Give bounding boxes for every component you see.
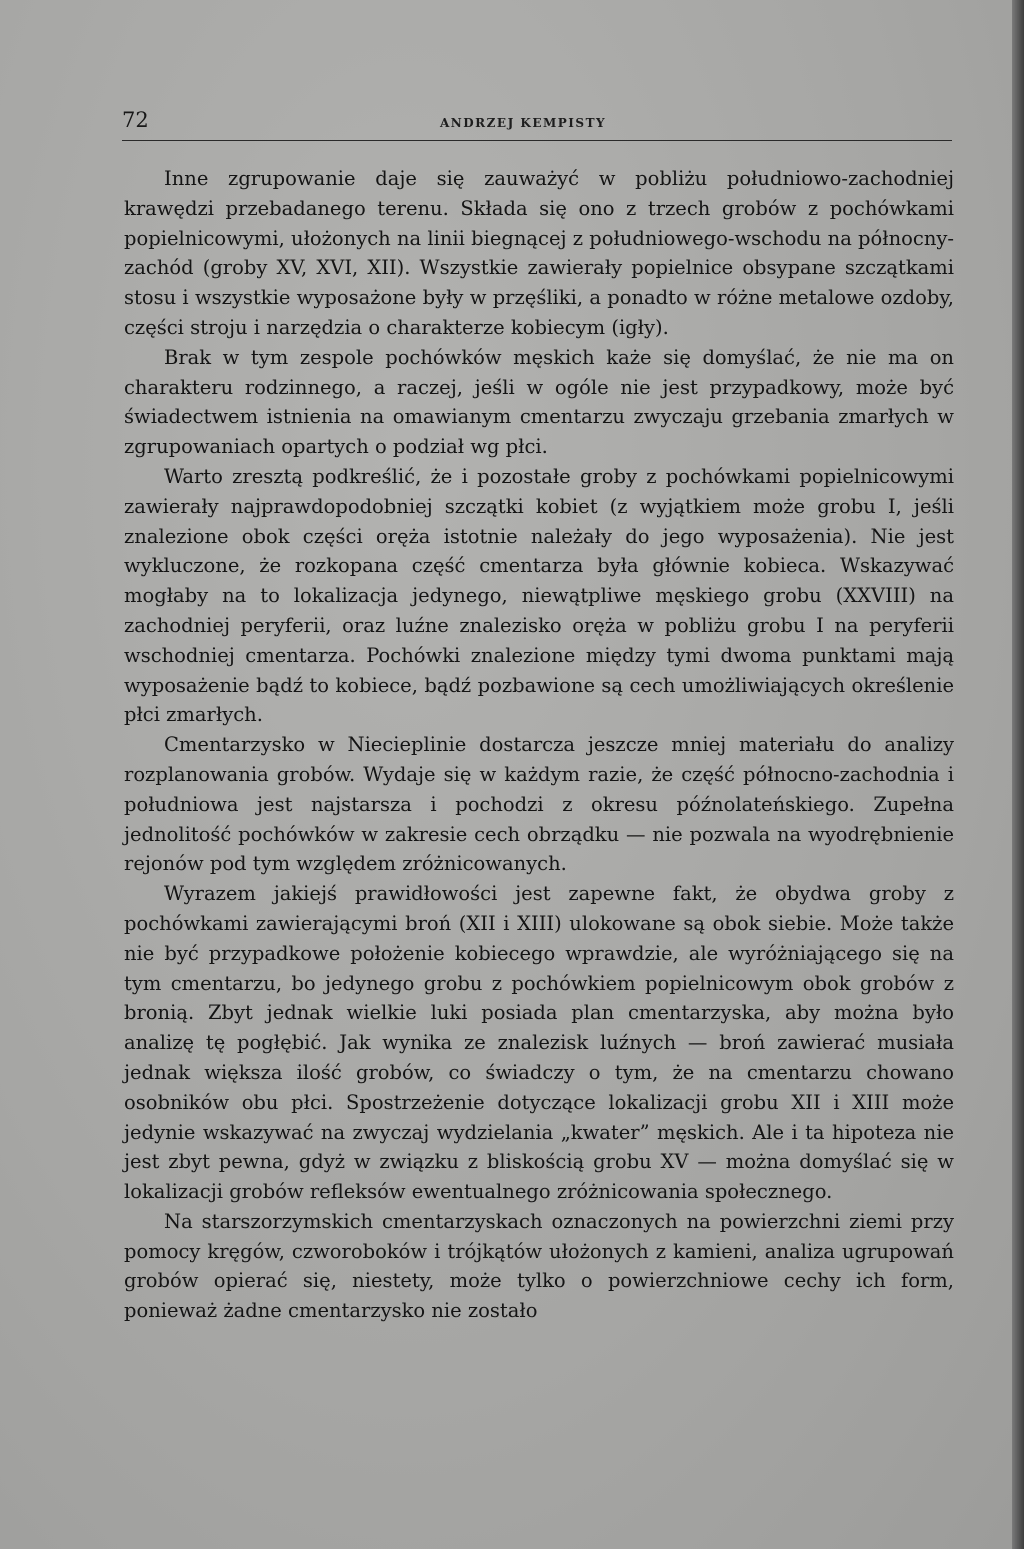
paragraph: Inne zgrupowanie daje się zauważyć w pobliżu południowo-zachodniej krawędzi przebadanego terenu. Składa się ono z trzech grobów z pochówkami popielnicowymi, ułożonych na linii biegnącej z południowego-wschodu na północny-zachód (groby XV, XVI, XII). Wszystkie zawierały popielnice obsypane szczątkami stosu i wszystkie wyposażone były w przęśliki, a ponadto w różne metalowe ozdoby, części stroju i narzędzia o charakterze kobiecym (igły).: [124, 167, 954, 339]
paragraph: Cmentarzysko w Niecieplinie dostarcza jeszcze mniej materiału do analizy rozplanowania grobów. Wydaje się w każdym razie, że część północno-zachodnia i południowa jest najstarsza i pochodzi z okresu późnolateńskiego. Zupełna jednolitość pochówków w zakresie cech obrządku — nie pozwala na wyodrębnienie rejonów pod tym względem zróżnicowanych.: [124, 733, 954, 876]
page-edge-shadow: [1012, 0, 1024, 1549]
paragraph: Brak w tym zespole pochówków męskich każe się domyślać, że nie ma on charakteru rodzinnego, a raczej, jeśli w ogóle nie jest przypadkowy, może być świadectwem istnienia na omawianym cmentarzu zwyczaju grzebania zmarłych w zgrupowaniach opartych o podział wg płci.: [124, 345, 954, 459]
body-text: [124, 164, 954, 1326]
page-header: [122, 108, 952, 141]
paragraph: Wyrazem jakiejś prawidłowości jest zapewne fakt, że obydwa groby z pochówkami zawierającymi broń (XII i XIII) ulokowane są obok siebie. Może także nie być przypadkowe położenie kobiecego wprawdzie, ale wyróżniającego się na tym cmentarzu, bo jedynego grobu z pochówkiem popielnicowym obok grobów z bronią. Zbyt jednak wielkie luki posiada plan cmentarzyska, aby można było analizę tę pogłębić. Jak wynika ze znalezisk luźnych — broń zawierać musiała jednak większa ilość grobów, co świadczy o tym, że na cmentarzu chowano osobników obu płci. Spostrzeżenie dotyczące lokalizacji grobu XII i XIII może jedynie wskazywać na zwyczaj wydzielania „kwater” męskich. Ale i ta hipoteza nie jest zbyt pewna, gdyż w związku z bliskością grobu XV — można domyślać się w lokalizacji grobów refleksów ewentualnego zróżnicowania społecznego.: [124, 882, 954, 1204]
paragraph: Warto zresztą podkreślić, że i pozostałe groby z pochówkami popielnicowymi zawierały najprawdopodobniej szczątki kobiet (z wyjątkiem może grobu I, jeśli znalezione obok części oręża istotnie należały do jego wyposażenia). Nie jest wykluczone, że rozkopana część cmentarza była głównie kobieca. Wskazywać mogłaby na to lokalizacja jedynego, niewątpliwe męskiego grobu (XXVIII) na zachodniej peryferii, oraz luźne znalezisko oręża w pobliżu grobu I na peryferii wschodniej cmentarza. Pochówki znalezione między tymi dwoma punktami mają wyposażenie bądź to kobiece, bądź pozbawione są cech umożliwiających określenie płci zmarłych.: [124, 464, 954, 727]
running-head: ANDRZEJ KEMPISTY: [440, 116, 607, 130]
page-number: 72: [122, 108, 149, 132]
paragraph: Na starszorzymskich cmentarzyskach oznaczonych na powierzchni ziemi przy pomocy kręgów, czworoboków i trójkątów ułożonych z kamieni, analiza ugrupowań grobów opierać się, niestety, może tylko o powierzchniowe cechy ich form, ponieważ żadne cmentarzysko nie zostało: [124, 1209, 954, 1323]
